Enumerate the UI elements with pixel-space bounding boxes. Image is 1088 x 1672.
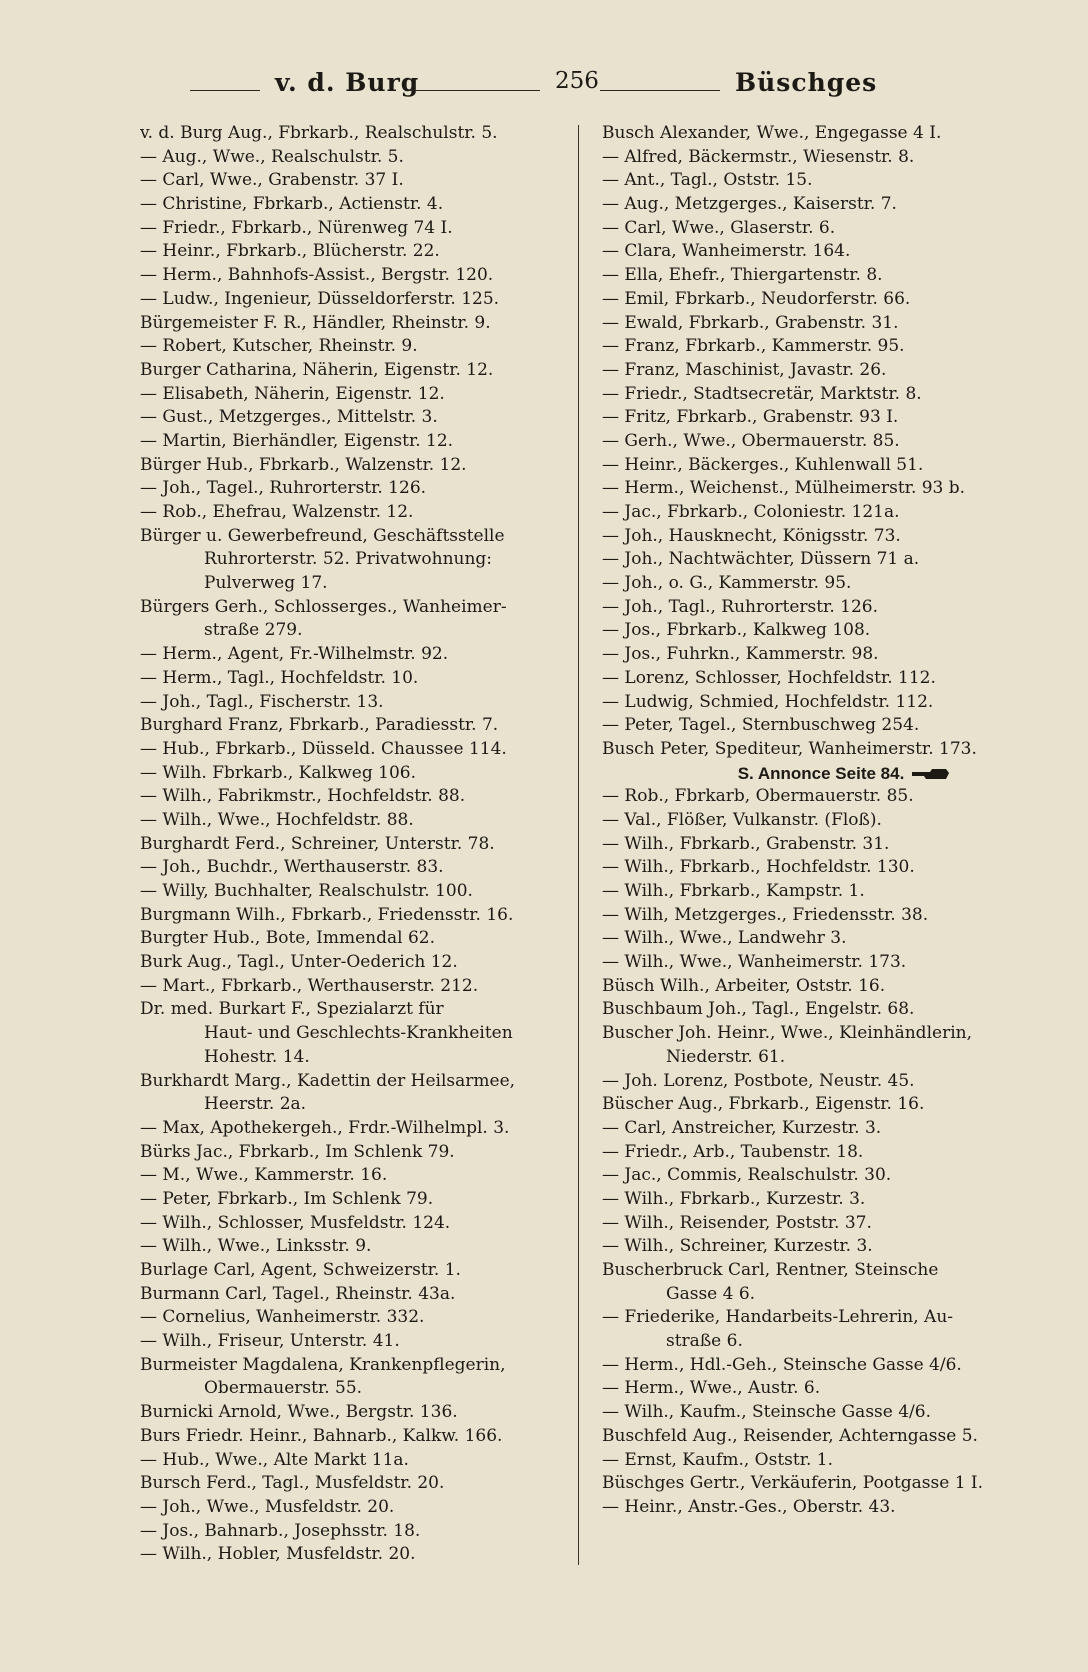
entry-text: Buschbaum Joh., Tagl., Engelstr. 68. (602, 999, 915, 1020)
directory-entry (140, 691, 584, 715)
entry-text: — Aug., Wwe., Realschulstr. 5. (140, 146, 404, 167)
directory-entry (140, 596, 584, 620)
entry-text: Buscherbruck Carl, Rentner, Steinsche (602, 1260, 939, 1280)
entry-text: — Wilh., Wwe., Wanheimerstr. 173. (602, 952, 907, 973)
directory-entry (140, 714, 584, 738)
directory-entry (602, 951, 1046, 975)
entry-text: Bürger u. Gewerbefreund, Geschäftsstelle (140, 525, 505, 546)
directory-entry (140, 1070, 584, 1094)
directory-entry (602, 1259, 1046, 1283)
entry-text: Burlage Carl, Agent, Schweizerstr. 1. (140, 1260, 461, 1280)
entry-text: — Clara, Wanheimerstr. 164. (602, 241, 851, 262)
directory-entry (602, 762, 1046, 786)
entry-text: — Friedr., Arb., Taubenstr. 18. (602, 1141, 864, 1162)
left-column (140, 122, 584, 1567)
entry-text: — Herm., Tagl., Hochfeldstr. 10. (140, 667, 419, 688)
entry-text: Bursch Ferd., Tagl., Musfeldstr. 20. (140, 1473, 445, 1494)
entry-text: — Joh., Tagl., Ruhrorterstr. 126. (602, 596, 878, 617)
directory-entry (140, 1022, 584, 1046)
entry-text: — Ernst, Kaufm., Oststr. 1. (602, 1449, 833, 1470)
page-header (0, 68, 1088, 104)
directory-entry (140, 1472, 584, 1496)
directory-entry (140, 1354, 584, 1378)
entry-text: v. d. Burg Aug., Fbrkarb., Realschulstr. 5. (140, 123, 498, 143)
directory-entry (602, 1046, 1046, 1070)
entry-text: Burk Aug., Tagl., Unter-Oederich 12. (140, 952, 458, 973)
directory-entry (602, 288, 1046, 312)
entry-text: — Ludw., Ingenieur, Düsseldorferstr. 125. (140, 288, 500, 309)
entry-text: Pulverweg 17. (204, 573, 328, 594)
directory-entry (140, 998, 584, 1022)
directory-entry (140, 856, 584, 880)
entry-text: — Herm., Hdl.-Geh., Steinsche Gasse 4/6. (602, 1354, 962, 1375)
entry-text: — Joh. Lorenz, Postbote, Neustr. 45. (602, 1070, 915, 1091)
entry-text: Burmeister Magdalena, Krankenpflegerin, (140, 1354, 506, 1375)
entry-text: — Lorenz, Schlosser, Hochfeldstr. 112. (602, 667, 936, 688)
entry-text: — Joh., o. G., Kammerstr. 95. (602, 573, 852, 594)
directory-entry (602, 1496, 1046, 1520)
directory-entry (602, 501, 1046, 525)
directory-entry (602, 359, 1046, 383)
directory-entry (602, 1283, 1046, 1307)
page-number: 256 (555, 68, 599, 94)
directory-entry (602, 619, 1046, 643)
entry-text: — Christine, Fbrkarb., Actienstr. 4. (140, 194, 444, 215)
entry-text: — Heinr., Bäckerges., Kuhlenwall 51. (602, 454, 924, 475)
directory-entry (602, 998, 1046, 1022)
entry-text: Buschfeld Aug., Reisender, Achterngasse 5. (602, 1425, 978, 1446)
directory-entry (140, 1449, 584, 1473)
entry-text: Burger Catharina, Näherin, Eigenstr. 12. (140, 359, 494, 380)
entry-text: Burghardt Ferd., Schreiner, Unterstr. 78. (140, 833, 495, 854)
directory-entry (602, 525, 1046, 549)
entry-text: Haut- und Geschlechts-Krankheiten (204, 1023, 513, 1044)
directory-entry (602, 596, 1046, 620)
entry-text: — Wilh. Fbrkarb., Kalkweg 106. (140, 762, 416, 783)
directory-entry (602, 454, 1046, 478)
entry-text: — Emil, Fbrkarb., Neudorferstr. 66. (602, 288, 911, 309)
directory-entry (140, 975, 584, 999)
annonce-reference: S. Annonce Seite 84. (737, 763, 905, 783)
directory-entry (602, 856, 1046, 880)
directory-entry (602, 1212, 1046, 1236)
directory-entry (140, 1046, 584, 1070)
directory-entry (602, 1093, 1046, 1117)
directory-entry (602, 146, 1046, 170)
entry-text: Gasse 4 6. (666, 1283, 756, 1304)
entry-text: — Ludwig, Schmied, Hochfeldstr. 112. (602, 691, 934, 712)
directory-entry (140, 667, 584, 691)
directory-entry (140, 288, 584, 312)
entry-text: — Joh., Tagel., Ruhrorterstr. 126. (140, 478, 427, 499)
directory-entry (602, 1354, 1046, 1378)
directory-entry (602, 406, 1046, 430)
entry-text: — Carl, Wwe., Glaserstr. 6. (602, 217, 836, 238)
entry-text: — Robert, Kutscher, Rheinstr. 9. (140, 336, 418, 357)
directory-entry (602, 904, 1046, 928)
entry-text: — Wilh., Schlosser, Musfeldstr. 124. (140, 1212, 451, 1233)
directory-entry (140, 951, 584, 975)
entry-text: — Wilh., Wwe., Landwehr 3. (602, 928, 847, 949)
directory-entry (140, 1306, 584, 1330)
entry-text: Büscher Aug., Fbrkarb., Eigenstr. 16. (602, 1094, 925, 1115)
directory-entry (602, 667, 1046, 691)
directory-entry (140, 122, 584, 146)
entry-text: — Ewald, Fbrkarb., Grabenstr. 31. (602, 312, 899, 333)
entry-text: Burnicki Arnold, Wwe., Bergstr. 136. (140, 1402, 458, 1423)
entry-text: — Gerh., Wwe., Obermauerstr. 85. (602, 430, 900, 451)
entry-text: — Heinr., Fbrkarb., Blücherstr. 22. (140, 241, 440, 262)
entry-text: — Joh., Wwe., Musfeldstr. 20. (140, 1496, 395, 1517)
entry-text: — Herm., Weichenst., Mülheimerstr. 93 b. (602, 478, 966, 499)
entry-text: Bürger Hub., Fbrkarb., Walzenstr. 12. (140, 454, 467, 475)
directory-entry (602, 1188, 1046, 1212)
entry-text: Ruhrorterstr. 52. Privatwohnung: (204, 549, 493, 570)
entry-text: Busch Peter, Spediteur, Wanheimerstr. 173. (602, 738, 977, 759)
directory-entry (140, 264, 584, 288)
entry-text: — Val., Flößer, Vulkanstr. (Floß). (602, 809, 882, 830)
directory-entry (140, 169, 584, 193)
directory-entry (602, 240, 1046, 264)
entry-text: Burs Friedr. Heinr., Bahnarb., Kalkw. 166. (140, 1425, 503, 1446)
entry-text: — Alfred, Bäckermstr., Wiesenstr. 8. (602, 146, 915, 167)
entry-text: — Wilh, Metzgerges., Friedensstr. 38. (602, 904, 929, 925)
directory-entry (140, 1164, 584, 1188)
entry-text: — Friedr., Fbrkarb., Nürenweg 74 I. (140, 217, 453, 238)
entry-text: Bürks Jac., Fbrkarb., Im Schlenk 79. (140, 1141, 455, 1162)
entry-text: — Wilh., Kaufm., Steinsche Gasse 4/6. (602, 1402, 931, 1423)
entry-text: Heerstr. 2a. (204, 1094, 307, 1115)
directory-entry (140, 430, 584, 454)
directory-entry (602, 1164, 1046, 1188)
directory-entry (602, 1235, 1046, 1259)
directory-entry (602, 691, 1046, 715)
entry-text: — Wilh., Friseur, Unterstr. 41. (140, 1331, 400, 1352)
entry-text: — Martin, Bierhändler, Eigenstr. 12. (140, 430, 454, 451)
directory-entry (140, 1235, 584, 1259)
directory-entry (140, 738, 584, 762)
directory-entry (140, 1496, 584, 1520)
directory-entry (140, 1188, 584, 1212)
directory-entry (602, 1117, 1046, 1141)
entry-text: — Max, Apothekergeh., Frdr.-Wilhelmpl. 3. (140, 1117, 510, 1138)
directory-entry (140, 1141, 584, 1165)
entry-text: — Herm., Agent, Fr.-Wilhelmstr. 92. (140, 644, 449, 665)
entry-text: — Joh., Tagl., Fischerstr. 13. (140, 691, 384, 712)
entry-text: Bürgemeister F. R., Händler, Rheinstr. 9. (140, 312, 491, 333)
entry-text: straße 6. (666, 1331, 743, 1352)
directory-entry (140, 217, 584, 241)
entry-text: — Rob., Fbrkarb, Obermauerstr. 85. (602, 786, 914, 807)
entry-text: — Friedr., Stadtsecretär, Marktstr. 8. (602, 383, 922, 404)
directory-entry (140, 1093, 584, 1117)
directory-entry (140, 1543, 584, 1567)
entry-text: Busch Alexander, Wwe., Engegasse 4 I. (602, 123, 942, 143)
directory-entry (602, 975, 1046, 999)
entry-text: — Jos., Fuhrkn., Kammerstr. 98. (602, 644, 879, 665)
directory-entry (140, 1330, 584, 1354)
directory-entry (602, 833, 1046, 857)
entry-text: — Wilh., Wwe., Hochfeldstr. 88. (140, 809, 414, 830)
pointing-hand-icon (912, 767, 950, 781)
directory-entry (140, 1401, 584, 1425)
directory-entry (140, 406, 584, 430)
entry-text: — Jos., Bahnarb., Josephsstr. 18. (140, 1520, 421, 1541)
entry-text: — Heinr., Anstr.-Ges., Oberstr. 43. (602, 1496, 896, 1517)
directory-entry (602, 1425, 1046, 1449)
directory-entry (602, 738, 1046, 762)
directory-entry (140, 785, 584, 809)
entry-text: — Peter, Tagel., Sternbuschweg 254. (602, 715, 920, 736)
entry-text: — Hub., Fbrkarb., Düsseld. Chaussee 114. (140, 738, 507, 759)
entry-text: — Wilh., Wwe., Linksstr. 9. (140, 1236, 372, 1257)
directory-entry (602, 548, 1046, 572)
directory-entry (140, 193, 584, 217)
entry-text: — Fritz, Fbrkarb., Grabenstr. 93 I. (602, 407, 899, 428)
directory-entry (602, 430, 1046, 454)
directory-entry (140, 1259, 584, 1283)
directory-entry (602, 1306, 1046, 1330)
directory-entry (140, 1212, 584, 1236)
entry-text: — Jac., Commis, Realschulstr. 30. (602, 1165, 892, 1186)
entry-text: Burmann Carl, Tagel., Rheinstr. 43a. (140, 1283, 456, 1304)
directory-entry (140, 1520, 584, 1544)
directory-entry (602, 122, 1046, 146)
header-rule-center-left (410, 90, 540, 91)
entry-text: straße 279. (204, 620, 303, 641)
entry-text: Buscher Joh. Heinr., Wwe., Kleinhändlerin, (602, 1023, 972, 1044)
entry-text: — Jos., Fbrkarb., Kalkweg 108. (602, 620, 871, 641)
directory-entry (602, 785, 1046, 809)
entry-text: — Ant., Tagl., Oststr. 15. (602, 170, 813, 191)
entry-text: — Wilh., Fbrkarb., Grabenstr. 31. (602, 833, 890, 854)
entry-text: — Franz, Fbrkarb., Kammerstr. 95. (602, 336, 905, 357)
directory-entry (140, 548, 584, 572)
directory-entry (602, 809, 1046, 833)
entry-text: — Carl, Wwe., Grabenstr. 37 I. (140, 170, 404, 191)
directory-entry (602, 477, 1046, 501)
directory-entry (140, 501, 584, 525)
entry-text: — Wilh., Schreiner, Kurzestr. 3. (602, 1236, 873, 1257)
entry-text: Büschges Gertr., Verkäuferin, Pootgasse 1 I. (602, 1473, 984, 1494)
entry-text: Dr. med. Burkart F., Spezialarzt für (140, 999, 444, 1020)
directory-entry (602, 1472, 1046, 1496)
entry-text: — Herm., Bahnhofs-Assist., Bergstr. 120. (140, 265, 494, 286)
directory-entry (140, 1425, 584, 1449)
directory-entry (602, 1330, 1046, 1354)
entry-text: Burghard Franz, Fbrkarb., Paradiesstr. 7. (140, 715, 499, 736)
entry-text: Burkhardt Marg., Kadettin der Heilsarmee, (140, 1070, 516, 1091)
entry-text: Niederstr. 61. (666, 1046, 786, 1067)
entry-text: — Carl, Anstreicher, Kurzestr. 3. (602, 1117, 882, 1138)
entry-text: — Elisabeth, Näherin, Eigenstr. 12. (140, 383, 445, 404)
directory-entry (602, 572, 1046, 596)
directory-entry (602, 335, 1046, 359)
entry-text: Hohestr. 14. (204, 1046, 310, 1067)
entry-text: — Joh., Hausknecht, Königsstr. 73. (602, 525, 901, 546)
directory-entry (140, 833, 584, 857)
entry-text: — Wilh., Fbrkarb., Kurzestr. 3. (602, 1188, 866, 1209)
directory-entry (140, 927, 584, 951)
entry-text: — Wilh., Fbrkarb., Hochfeldstr. 130. (602, 857, 915, 878)
entry-text: — Rob., Ehefrau, Walzenstr. 12. (140, 502, 414, 522)
directory-entry (602, 169, 1046, 193)
directory-entry (140, 383, 584, 407)
entry-text: — Wilh., Fabrikmstr., Hochfeldstr. 88. (140, 786, 466, 807)
directory-entry (602, 312, 1046, 336)
directory-entry (140, 454, 584, 478)
entry-text: — Jac., Fbrkarb., Coloniestr. 121a. (602, 502, 900, 522)
directory-entry (140, 762, 584, 786)
header-rule-left (190, 90, 260, 91)
directory-entry (602, 1070, 1046, 1094)
directory-entry (602, 383, 1046, 407)
directory-entry (140, 335, 584, 359)
directory-entry (140, 146, 584, 170)
directory-entry (602, 1141, 1046, 1165)
directory-entry (140, 619, 584, 643)
directory-entry (140, 572, 584, 596)
directory-entry (602, 927, 1046, 951)
right-column (602, 122, 1046, 1520)
entry-text: — Franz, Maschinist, Javastr. 26. (602, 359, 887, 380)
directory-entry (140, 1377, 584, 1401)
entry-text: — Gust., Metzgerges., Mittelstr. 3. (140, 407, 438, 428)
entry-text: — Aug., Metzgerges., Kaiserstr. 7. (602, 194, 897, 215)
directory-entry (602, 193, 1046, 217)
directory-entry (140, 525, 584, 549)
directory-entry (140, 880, 584, 904)
directory-entry (602, 1022, 1046, 1046)
entry-text: Burgter Hub., Bote, Immendal 62. (140, 928, 436, 949)
entry-text: — Cornelius, Wanheimerstr. 332. (140, 1307, 425, 1328)
directory-entry (140, 1283, 584, 1307)
entry-text: — Willy, Buchhalter, Realschulstr. 100. (140, 881, 473, 901)
header-right-keyword: Büschges (735, 68, 878, 97)
entry-text: — Joh., Buchdr., Werthauserstr. 83. (140, 857, 444, 878)
entry-text: — Wilh., Hobler, Musfeldstr. 20. (140, 1544, 416, 1565)
entry-text: Burgmann Wilh., Fbrkarb., Friedensstr. 16. (140, 904, 514, 925)
entry-text: — Mart., Fbrkarb., Werthauserstr. 212. (140, 975, 479, 996)
directory-entry (140, 643, 584, 667)
entry-text: — Ella, Ehefr., Thiergartenstr. 8. (602, 265, 883, 286)
directory-entry (140, 1117, 584, 1141)
entry-text: — Wilh., Reisender, Poststr. 37. (602, 1212, 872, 1233)
directory-entry (140, 904, 584, 928)
directory-entry (602, 880, 1046, 904)
directory-entry (140, 312, 584, 336)
entry-text: — Hub., Wwe., Alte Markt 11a. (140, 1449, 409, 1470)
entry-text: — Peter, Fbrkarb., Im Schlenk 79. (140, 1188, 434, 1209)
entry-text: Bürgers Gerh., Schlosserges., Wanheimer- (140, 596, 507, 617)
directory-entry (602, 1449, 1046, 1473)
header-left-keyword: v. d. Burg (275, 68, 420, 97)
directory-entry (602, 1377, 1046, 1401)
entry-text: Büsch Wilh., Arbeiter, Oststr. 16. (602, 975, 886, 996)
directory-entry (602, 714, 1046, 738)
directory-entry (602, 643, 1046, 667)
entry-text: — M., Wwe., Kammerstr. 16. (140, 1165, 388, 1186)
directory-entry (140, 477, 584, 501)
directory-entry (602, 1401, 1046, 1425)
entry-text: — Herm., Wwe., Austr. 6. (602, 1378, 821, 1399)
header-rule-center-right (600, 90, 720, 91)
directory-entry (140, 240, 584, 264)
column-divider (578, 125, 579, 1565)
entry-text: — Wilh., Fbrkarb., Kampstr. 1. (602, 881, 865, 901)
entry-text: Obermauerstr. 55. (204, 1378, 363, 1399)
entry-text: — Joh., Nachtwächter, Düssern 71 a. (602, 549, 920, 570)
directory-entry (602, 217, 1046, 241)
directory-entry (140, 809, 584, 833)
directory-entry (602, 264, 1046, 288)
entry-text: — Friederike, Handarbeits-Lehrerin, Au- (602, 1307, 954, 1328)
directory-entry (140, 359, 584, 383)
